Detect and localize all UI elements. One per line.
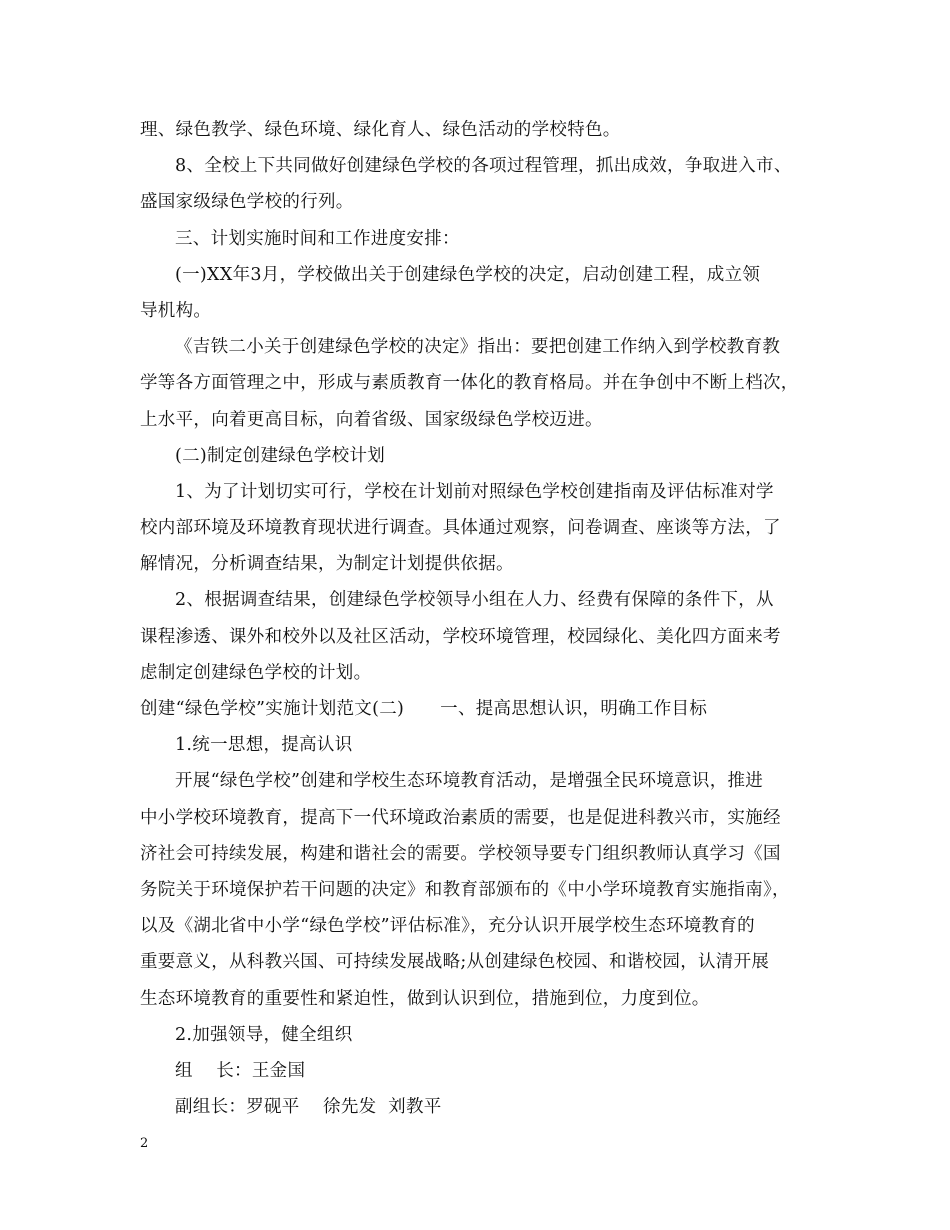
document-body — [140, 112, 826, 1125]
subsection-heading: 2.加强领导，健全组织 — [175, 1024, 353, 1045]
paragraph-line: 理、绿色教学、绿色环境、绿化育人、绿色活动的学校特色。 — [140, 120, 621, 140]
section-heading: 一、提高思想认识，明确工作目标 — [440, 699, 708, 719]
paragraph-line: 开展“绿色学校”创建和学校生态环境教育活动，是增强全民环境意识，推进 — [175, 771, 764, 792]
paragraph-line: (一)XX年3月，学校做出关于创建绿色学校的决定，启动创建工程，成立领 — [175, 264, 761, 285]
paragraph-line: 务院关于环境保护若干问题的决定》和教育部颁布的《中小学环境教育实施指南》， — [140, 879, 790, 900]
paragraph-line: 学等各方面管理之中，形成与素质教育一体化的教育格局。并在争创中不断上档次， — [140, 373, 799, 394]
deputy-leaders-line: 副组长：罗砚平 徐先发 刘教平 — [175, 1097, 442, 1118]
paragraph-line: 中小学校环境教育，提高下一代环境政治素质的需要，也是促进科教兴市，实施经 — [140, 807, 781, 828]
page-number: 2 — [140, 1136, 149, 1151]
subsection-heading: 1.统一思想，提高认识 — [175, 735, 353, 756]
paragraph-line: 2、根据调查结果，创建绿色学校领导小组在人力、经费有保障的条件下，从 — [175, 590, 774, 611]
paragraph-line: 8、全校上下共同做好创建绿色学校的各项过程管理，抓出成效，争取进入市、 — [175, 156, 792, 177]
paragraph-line: 《吉铁二小关于创建绿色学校的决定》指出：要把创建工作纳入到学校教育教 — [175, 337, 781, 358]
paragraph-line: 以及《湖北省中小学“绿色学校”评估标准》，充分认识开展学校生态环境教育的 — [140, 916, 755, 937]
team-leader-line: 组 长：王金国 — [175, 1060, 306, 1081]
paragraph-line: 校内部环境及环境教育现状进行调查。具体通过观察，问卷调查、座谈等方法，了 — [140, 518, 781, 539]
paragraph-line: 上水平，向着更高目标，向着省级、国家级绿色学校迈进。 — [140, 409, 603, 430]
section-heading: 三、计划实施时间和工作进度安排： — [175, 228, 460, 249]
paragraph-line: 1、为了计划切实可行，学校在计划前对照绿色学校创建指南及评估标准对学 — [175, 481, 774, 502]
article-title-line — [140, 691, 826, 727]
subsection-heading: (二)制定创建绿色学校计划 — [175, 445, 386, 466]
article-title: 创建“绿色学校”实施计划范文(二) — [140, 699, 405, 719]
paragraph-line: 盛国家级绿色学校的行列。 — [140, 192, 354, 213]
paragraph-line: 生态环境教育的重要性和紧迫性，做到认识到位，措施到位，力度到位。 — [140, 988, 710, 1009]
paragraph-line: 济社会可持续发展，构建和谐社会的需要。学校领导要专门组织教师认真学习《国 — [140, 843, 781, 864]
paragraph-line: 重要意义，从科教兴国、可持续发展战略;从创建绿色校园、和谐校园，认清开展 — [140, 952, 770, 973]
paragraph-line: 课程渗透、课外和校外以及社区活动，学校环境管理，校园绿化、美化四方面来考 — [140, 626, 781, 647]
paragraph-line: 虑制定创建绿色学校的计划。 — [140, 662, 372, 683]
paragraph-line: 解情况，分析调查结果，为制定计划提供依据。 — [140, 554, 514, 575]
paragraph-line: 导机构。 — [140, 300, 212, 321]
